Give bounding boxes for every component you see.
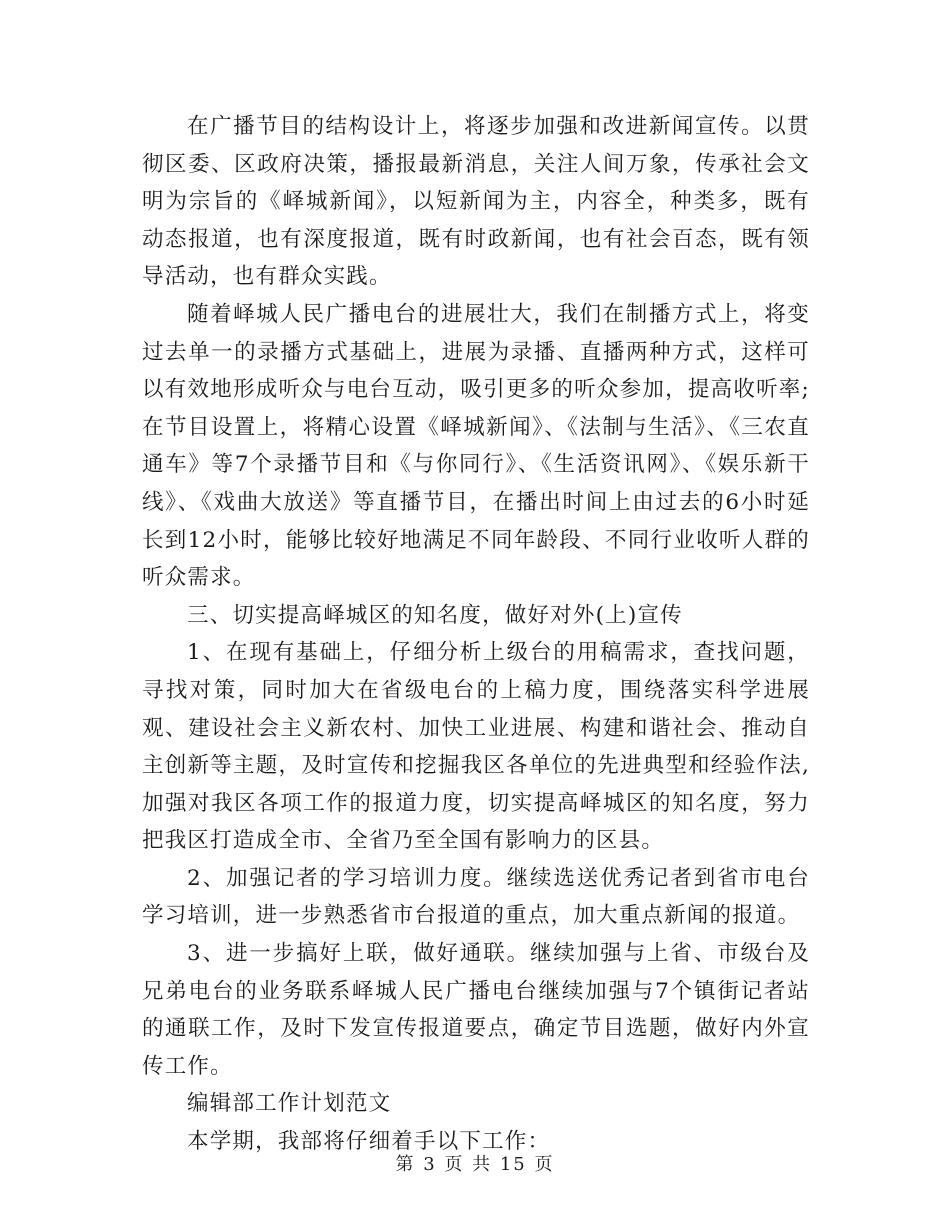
section-heading-publicity: 三、切实提高峄城区的知名度，做好对外(上)宣传 bbox=[187, 602, 683, 628]
paragraph-item-2: 2、加强记者的学习培训力度。继续选送优秀记者到省市电台学习培训，进一步熟悉省市台报道的重点，加大重点新闻的报道。 bbox=[142, 865, 810, 929]
paragraph-broadcast-method: 随着峄城人民广播电台的进展壮大，我们在制播方式上，将变过去单一的录播方式基础上，进展为录播、直播两种方式，这样可以有效地形成听众与电台互动，吸引更多的听众参加，提高收听率;在节目设置上，将精心设置《峄城新闻》、《法制与生活》、《三农直通车》等7个录播节目和《与你同行》、《生活资讯网》、《娱乐新干线》、《戏曲大放送》等直播节目，在播出时间上由过去的6小时延长到12小时，能够比较好地满足不同年龄段、不同行业收听人群的听众需求。 bbox=[142, 301, 810, 591]
paragraph-broadcast-structure: 在广播节目的结构设计上，将逐步加强和改进新闻宣传。以贯彻区委、区政府决策，播报最新消息，关注人间万象，传承社会文明为宗旨的《峄城新闻》，以短新闻为主，内容全，种类多，既有动态报道，也有深度报道，既有时政新闻，也有社会百态，既有领导活动，也有群众实践。 bbox=[142, 114, 810, 290]
document-body bbox=[142, 108, 810, 1161]
paragraph-item-3: 3、进一步搞好上联，做好通联。继续加强与上省、市级台及兄弟电台的业务联系峄城人民广播电台继续加强与7个镇街记者站的通联工作，及时下发宣传报道要点，确定节目选题，做好内外宣传工作。 bbox=[142, 941, 810, 1079]
page-number-footer: 第 3 页 共 15 页 bbox=[395, 1154, 555, 1175]
paragraph-semester-intro: 本学期，我部将仔细着手以下工作： bbox=[187, 1129, 551, 1155]
section-heading-editorial-plan: 编辑部工作计划范文 bbox=[187, 1091, 392, 1117]
paragraph-item-1: 1、在现有基础上，仔细分析上级台的用稿需求，查找问题，寻找对策，同时加大在省级电台的上稿力度，围绕落实科学进展观、建设社会主义新农村、加快工业进展、构建和谐社会、推动自主创新等主题，及时宣传和挖掘我区各单位的先进典型和经验作法,加强对我区各项工作的报道力度，切实提高峄城区的知名度，努力把我区打造成全市、全省乃至全国有影响力的区县。 bbox=[142, 640, 810, 854]
